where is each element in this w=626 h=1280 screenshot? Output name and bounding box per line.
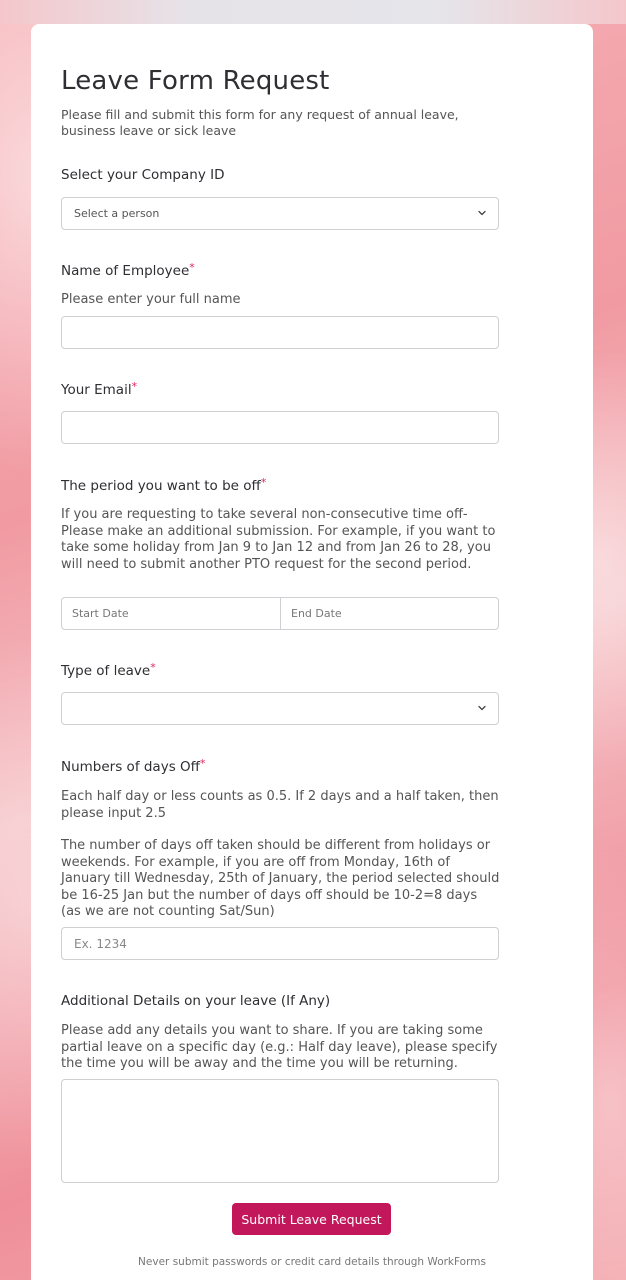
days-off-description-2: The number of days off taken should be different from holidays or weekends. For example, if you are off from Monday, 16th of January till Wednesday, 25th of January, the period selected should be 16-25 Jan but the number of days off should be 10-2=8 days (as we are not counting Sat/Sun) — [61, 838, 500, 919]
email-input[interactable] — [62, 412, 498, 443]
days-off-label-text: Numbers of days Off — [61, 759, 200, 775]
days-off-input[interactable] — [62, 928, 498, 959]
company-id-selected-value: Select a person — [74, 207, 160, 220]
days-off-field[interactable] — [61, 927, 499, 960]
period-label-text: The period you want to be off — [61, 478, 261, 494]
details-description: Please add any details you want to share. If you are taking some partial leave on a specific day (e.g.: Half day leave), please specify the time you will be away and the time you will be returning. — [61, 1023, 498, 1071]
employee-name-description: Please enter your full name — [61, 292, 241, 307]
form-title: Leave Form Request — [61, 66, 330, 96]
employee-name-label-text: Name of Employee — [61, 263, 190, 279]
leave-type-label-text: Type of leave — [61, 663, 151, 679]
company-id-select[interactable] — [61, 197, 499, 230]
leave-type-select[interactable] — [61, 692, 499, 725]
days-off-label — [61, 759, 205, 775]
days-off-description-1: Each half day or less counts as 0.5. If 2 days and a half taken, then please input 2.5 — [61, 789, 499, 821]
details-field[interactable] — [61, 1079, 499, 1183]
company-id-label — [61, 167, 224, 183]
form-subtitle: Please fill and submit this form for any request of annual leave, business leave or sick leave — [61, 107, 459, 138]
required-marker: * — [150, 661, 156, 674]
chevron-down-icon — [476, 207, 488, 219]
required-marker: * — [260, 476, 267, 489]
employee-name-field[interactable] — [61, 316, 499, 349]
period-description: If you are requesting to take several non-consecutive time off- Please make an additional submission. For example, if you want to take some holiday from Jan 9 to Jan 12 and from Jan 26 to 28, you will need to submit another PTO request for the second period. — [61, 507, 496, 572]
email-field[interactable] — [61, 411, 499, 444]
background-strip — [0, 0, 626, 24]
date-range-field — [61, 597, 499, 630]
security-notice: Never submit passwords or credit card details through WorkForms — [138, 1256, 486, 1268]
employee-name-label — [61, 263, 195, 279]
required-marker: * — [199, 757, 206, 770]
required-marker: * — [131, 380, 138, 393]
employee-name-input[interactable] — [62, 317, 498, 348]
end-date-input[interactable]: End Date — [280, 598, 498, 629]
details-label-text: Additional Details on your leave (If Any) — [61, 993, 331, 1009]
details-textarea[interactable] — [62, 1080, 498, 1182]
email-label-text: Your Email — [61, 382, 132, 398]
submit-leave-request-button[interactable]: Submit Leave Request — [232, 1203, 391, 1235]
details-label — [61, 993, 330, 1009]
start-date-input[interactable]: Start Date — [72, 607, 129, 620]
chevron-down-icon — [476, 702, 488, 714]
leave-type-label — [61, 663, 156, 679]
period-label — [61, 478, 266, 494]
company-id-label-text: Select your Company ID — [61, 167, 225, 183]
required-marker: * — [189, 261, 195, 274]
email-label — [61, 382, 137, 398]
